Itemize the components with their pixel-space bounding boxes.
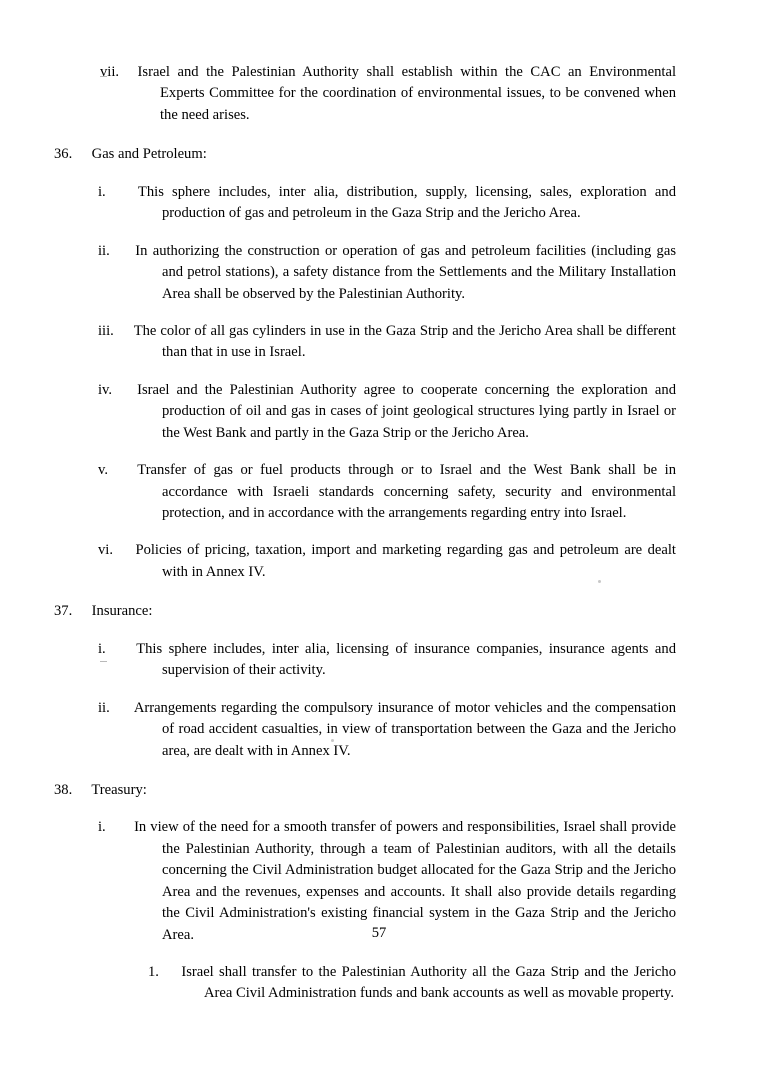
document-body (54, 62, 677, 1005)
clause-text: Israel and the Palestinian Authority agree to cooperate concerning the exploration and production of oil and gas in cases of joint geological structures lying partly in Israel or the West Bank and partly in the Gaza Strip or the Jericho Area. (137, 381, 676, 441)
section-title: Insurance: (91, 603, 153, 620)
section-title: Gas and Petroleum: (91, 146, 207, 163)
clause-38-i-1: 1. Israel shall transfer to the Palestinian Authority all the Gaza Strip and the Jericho Area Civil Administration funds and bank accounts as well as movable property. (148, 964, 676, 1002)
clause-text: This sphere includes, inter alia, licensing of insurance companies, insurance agents and supervision of their activity. (136, 640, 676, 679)
clause-36-iv: iv. Israel and the Palestinian Authority agree to cooperate concerning the exploration and production of oil and gas in cases of joint geological structures lying partly in Israel or the West Bank and partly in the Gaza Strip or the Jericho Area. (98, 381, 676, 441)
page-number: 57 (371, 925, 387, 941)
clause-text: In authorizing the construction or operation of gas and petroleum facilities (including gas and petrol stations), a safety distance from the Settlements and the Military Installation Area shall be observed by the Palestinian Authority. (135, 242, 676, 302)
section-38: 38. Treasury: (54, 781, 147, 798)
clause-36-vi: vi. Policies of pricing, taxation, import and marketing regarding gas and petroleum are dealt with in Annex IV. (98, 542, 676, 580)
clause-text: Israel shall transfer to the Palestinian Authority all the Gaza Strip and the Jericho Area Civil Administration funds and bank accounts as well as movable property. (181, 964, 676, 1002)
clause-36-ii: ii. In authorizing the construction or operation of gas and petroleum facilities (including gas and petrol stations), a safety distance from the Settlements and the Military Installation Area shall be observed by the Palestinian Authority. (98, 242, 676, 302)
clause-text: In view of the need for a smooth transfer of powers and responsibilities, Israel shall provide the Palestinian Authority, through a team of Palestinian auditors, with all the details concerning the Civil Administration budget allocated for the Gaza Strip and the Jericho Area and the revenues, expenses and accounts. It shall also provide details regarding the Civil Administration's existing financial system in the Gaza Strip and the Jericho Area. (134, 819, 676, 943)
clause-text: Policies of pricing, taxation, import and marketing regarding gas and petroleum are dealt with in Annex IV. (135, 542, 676, 580)
clause-text: Transfer of gas or fuel products through or to Israel and the West Bank shall be in accordance with Israeli standards concerning safety, security and environmental protection, and in accordance with the arrangements regarding entry into Israel. (137, 462, 677, 521)
clause-text: This sphere includes, inter alia, distribution, supply, licensing, sales, exploration and production of gas and petroleum in the Gaza Strip and the Jericho Area. (137, 183, 676, 222)
section-36: 36. Gas and Petroleum: (54, 146, 207, 163)
clause-36-i: i. This sphere includes, inter alia, distribution, supply, licensing, sales, exploration and production of gas and petroleum in the Gaza Strip and the Jericho Area. (98, 183, 676, 222)
clause-vii: vii. Israel and the Palestinian Authority shall establish within the CAC an Environmental Experts Committee for the coordination of environmental issues, to be convened when the need arises. (100, 64, 676, 123)
section-37: 37. Insurance: (54, 603, 153, 620)
clause-37-ii: ii. Arrangements regarding the compulsory insurance of motor vehicles and the compensation of road accident casualties, in view of transportation between the Gaza and the Jericho area, are dealt with in Annex IV. (98, 699, 676, 759)
clause-37-i: i. This sphere includes, inter alia, licensing of insurance companies, insurance agents and supervision of their activity. (98, 640, 676, 679)
clause-text: Arrangements regarding the compulsory insurance of motor vehicles and the compensation of road accident casualties, in view of transportation between the Gaza and the Jericho area, are dealt with in Annex IV. (133, 699, 676, 759)
section-title: Treasury: (91, 781, 147, 798)
clause-38-i: i. In view of the need for a smooth transfer of powers and responsibilities, Israel shall provide the Palestinian Authority, through a team of Palestinian auditors, with all the details concerning the Civil Administration budget allocated for the Gaza Strip and the Jericho Area and the revenues, expenses and accounts. It shall also provide details regarding the Civil Administration's existing financial system in the Gaza Strip and the Jericho Area. (98, 819, 676, 943)
clause-text: Israel and the Palestinian Authority shall establish within the CAC an Environmental Experts Committee for the coordination of environmental issues, to be convened when the need arises. (137, 64, 676, 123)
clause-36-iii: iii. The color of all gas cylinders in use in the Gaza Strip and the Jericho Area shall be different than that in use in Israel. (98, 322, 676, 361)
clause-36-v: v. Transfer of gas or fuel products through or to Israel and the West Bank shall be in accordance with Israeli standards concerning safety, security and environmental protection, and in accordance with the arrangements regarding entry into Israel. (98, 462, 677, 521)
clause-text: The color of all gas cylinders in use in the Gaza Strip and the Jericho Area shall be different than that in use in Israel. (133, 322, 676, 361)
